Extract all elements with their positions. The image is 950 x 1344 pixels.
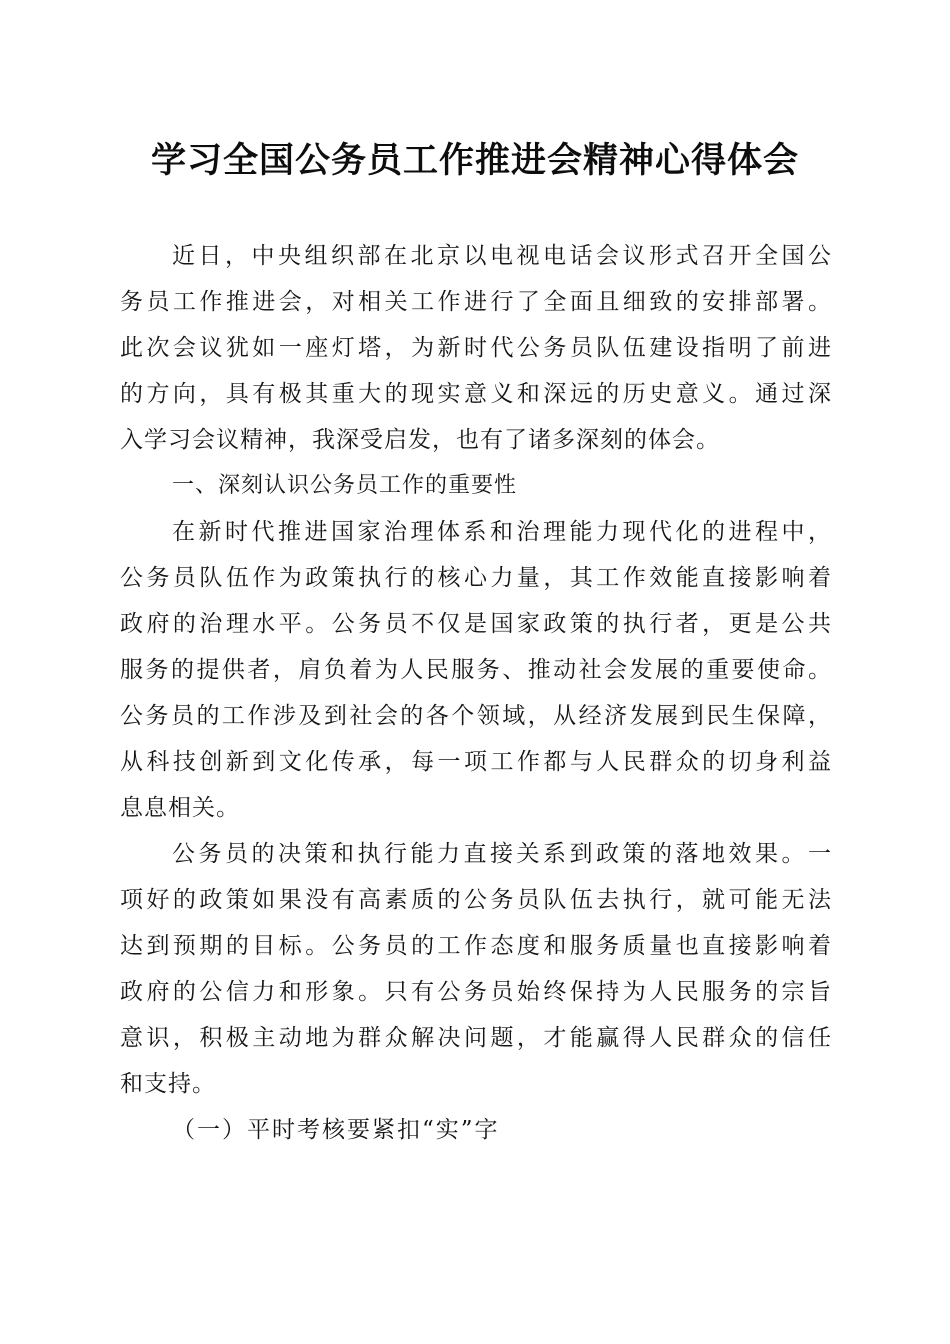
paragraph-line: 服务的提供者，肩负着为人民服务、推动社会发展的重要使命。: [120, 657, 832, 683]
paragraph-line: 政府的治理水平。公务员不仅是国家政策的执行者，更是公共: [120, 611, 832, 637]
paragraph-line: 政府的公信力和形象。只有公务员始终保持为人民服务的宗旨: [120, 979, 832, 1005]
paragraph-line: 公务员的决策和执行能力直接关系到政策的落地效果。一: [172, 841, 832, 867]
paragraph-line: 和支持。: [120, 1071, 216, 1097]
section-heading: 一、深刻认识公务员工作的重要性: [172, 473, 518, 498]
paragraph-line: 近日，中央组织部在北京以电视电话会议形式召开全国公: [172, 243, 832, 269]
paragraph-line: 从科技创新到文化传承，每一项工作都与人民群众的切身利益: [120, 749, 832, 775]
paragraph-line: 入学习会议精神，我深受启发，也有了诸多深刻的体会。: [120, 427, 720, 453]
paragraph-line: 在新时代推进国家治理体系和治理能力现代化的进程中，: [172, 519, 832, 545]
paragraph-line: 达到预期的目标。公务员的工作态度和服务质量也直接影响着: [120, 933, 832, 959]
paragraph-line: 的方向，具有极其重大的现实意义和深远的历史意义。通过深: [120, 381, 832, 407]
document-title: 学习全国公务员工作推进会精神心得体会: [150, 140, 799, 181]
paragraph-line: 务员工作推进会，对相关工作进行了全面且细致的安排部署。: [120, 289, 832, 315]
paragraph-line: 此次会议犹如一座灯塔，为新时代公务员队伍建设指明了前进: [120, 335, 832, 361]
paragraph-line: 项好的政策如果没有高素质的公务员队伍去执行，就可能无法: [120, 887, 832, 913]
subsection-heading: （一）平时考核要紧扣“实”字: [172, 1117, 500, 1143]
paragraph-line: 息息相关。: [120, 795, 240, 821]
paragraph-line: 公务员队伍作为政策执行的核心力量，其工作效能直接影响着: [120, 565, 832, 591]
paragraph-line: 意识，积极主动地为群众解决问题，才能赢得人民群众的信任: [120, 1025, 832, 1051]
paragraph-line: 公务员的工作涉及到社会的各个领域，从经济发展到民生保障，: [120, 703, 832, 729]
document-body: [120, 233, 832, 1153]
